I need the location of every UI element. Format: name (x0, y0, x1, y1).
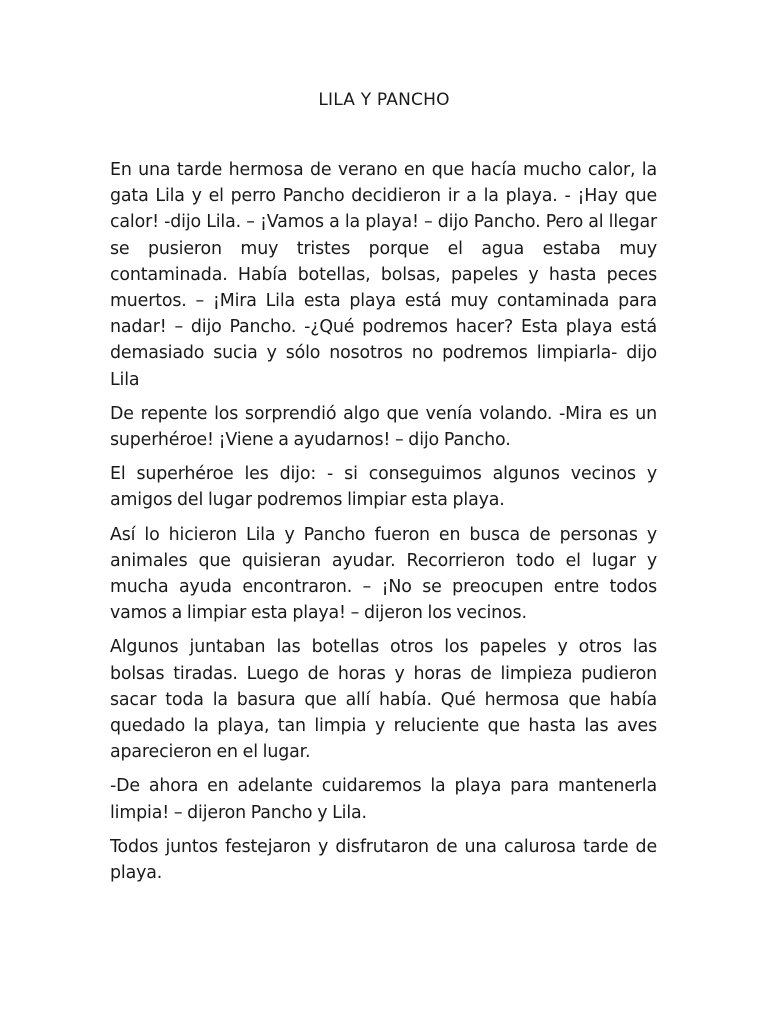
paragraph: En una tarde hermosa de verano en que hacía mucho calor, la gata Lila y el perro Pancho decidieron ir a la playa. - ¡Hay que calor! -dijo Lila. – ¡Vamos a la playa! – dijo Pancho. Pero al llegar se pusieron muy tristes porque el agua estaba muy contaminada. Había botellas, bolsas, papeles y hasta peces muertos. – ¡Mira Lila esta playa está muy contaminada para nadar! – dijo Pancho. -¿Qué podremos hacer? Esta playa está demasiado sucia y sólo nosotros no podremos limpiarla- dijo Lila (110, 160, 657, 390)
paragraph: De repente los sorprendió algo que venía volando. -Mira es un superhéroe! ¡Viene a ayudarnos! – dijo Pancho. (110, 403, 657, 451)
document-body (110, 157, 657, 894)
paragraph: Algunos juntaban las botellas otros los papeles y otros las bolsas tiradas. Luego de horas y horas de limpieza pudieron sacar toda la basura que allí había. Qué hermosa que había quedado la playa, tan limpia y reluciente que hasta las aves aparecieron en el lugar. (110, 637, 657, 763)
paragraph: -De ahora en adelante cuidaremos la playa para mantenerla limpia! – dijeron Pancho y Lila. (110, 776, 657, 823)
document-title: LILA Y PANCHO (318, 90, 450, 110)
paragraph: Todos juntos festejaron y disfrutaron de una calurosa tarde de playa. (110, 836, 657, 884)
paragraph: El superhéroe les dijo: - si conseguimos algunos vecinos y amigos del lugar podremos limpiar esta playa. (110, 464, 657, 511)
paragraph: Así lo hicieron Lila y Pancho fueron en busca de personas y animales que quisieran ayudar. Recorrieron todo el lugar y mucha ayuda encontraron. – ¡No se preocupen entre todos vamos a limpiar esta playa! – dijeron los vecinos. (110, 524, 657, 624)
